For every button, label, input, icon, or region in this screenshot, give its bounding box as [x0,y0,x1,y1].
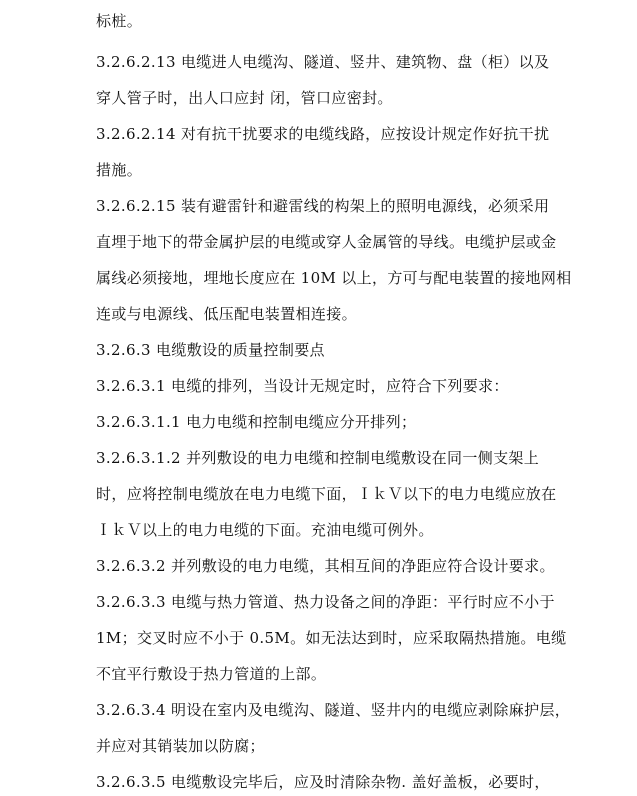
text-line: 3.2.6.3 电缆敷设的质量控制要点 [96,341,325,359]
text-line: 不宜平行敷设于热力管道的上部。 [96,665,327,683]
text-line: 1M；交叉时应不小于 0.5M。如无法达到时，应采取隔热措施。电缆 [96,629,567,647]
text-line: 3.2.6.2.13 电缆进人电缆沟、隧道、竖井、建筑物、盘（柜）以及 [96,53,550,71]
text-line: 3.2.6.3.2 并列敷设的电力电缆，其相互间的净距应符合设计要求。 [96,557,555,575]
text-line: ＩｋＶ以上的电力电缆的下面。充油电缆可例外。 [96,521,434,539]
text-line: 3.2.6.3.5 电缆敷设完毕后，应及时清除杂物. 盖好盖板，必要时， [96,773,550,791]
text-line: 标桩。 [96,12,143,30]
text-line: 3.2.6.3.3 电缆与热力管道、热力设备之间的净距：平行时应不小于 [96,593,555,611]
text-line: 属线必须接地，埋地长度应在 10M 以上，方可与配电装置的接地网相 [96,269,572,287]
text-line: 时，应将控制电缆放在电力电缆下面，ＩｋＶ以下的电力电缆应放在 [96,485,557,503]
text-line: 3.2.6.3.4 明设在室内及电缆沟、隧道、竖井内的电缆应剥除麻护层， [96,701,571,719]
text-line: 并应对其销装加以防腐； [96,737,265,755]
text-line: 3.2.6.3.1.1 电力电缆和控制电缆应分开排列； [96,413,417,431]
text-line: 连或与电源线、低压配电装置相连接。 [96,305,357,323]
text-line: 3.2.6.3.1 电缆的排列，当设计无规定时，应符合下列要求： [96,377,509,395]
text-line: 3.2.6.2.15 装有避雷针和避雷线的构架上的照明电源线，必须采用 [96,197,550,215]
text-line: 穿人管子时，出人口应封 闭，管口应密封。 [96,89,393,107]
text-line: 直埋于地下的带金属护层的电缆或穿人金属管的导线。电缆护层或金 [96,233,557,251]
text-line: 措施。 [96,161,143,179]
text-line: 3.2.6.2.14 对有抗干扰要求的电缆线路，应按设计规定作好抗干扰 [96,125,550,143]
text-line: 3.2.6.3.1.2 并列敷设的电力电缆和控制电缆敷设在同一侧支架上 [96,449,540,467]
